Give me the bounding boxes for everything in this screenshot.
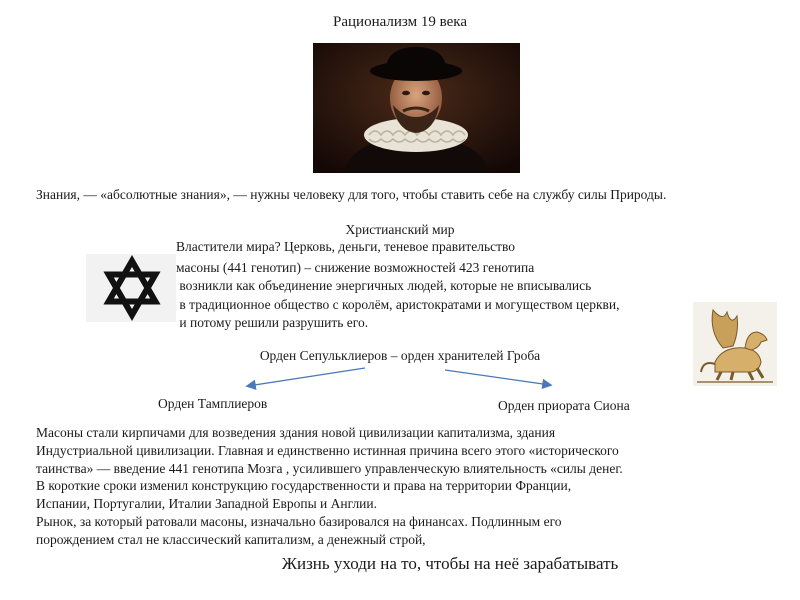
griffin-icon xyxy=(693,302,777,386)
star-of-david-icon xyxy=(86,254,176,322)
intro-paragraph: Знания, — «абсолютные знания», — нужны человеку для того, чтобы ставить себе на службу силы Природы. xyxy=(36,187,667,202)
body-line-2: Индустриальной цивилизации. Главная и единственно истинная причина всего этого «исторического xyxy=(36,442,619,458)
order-branch-arrows xyxy=(230,365,570,395)
page-title: Рационализм 19 века xyxy=(333,14,467,30)
christian-line-2: масоны (441 генотип) – снижение возможностей 423 генотипа xyxy=(176,260,535,275)
main-body-text xyxy=(36,424,796,549)
order-templars: Орден Тамплиеров xyxy=(158,396,268,411)
body-line-4: В короткие сроки изменил конструкцию государственности и права на территории Франции, xyxy=(36,478,572,494)
order-main-heading: Орден Сепульклиеров – орден хранителей Гроба xyxy=(259,348,541,363)
christian-world-heading: Христианский мир xyxy=(345,222,455,237)
order-priory-of-sion: Орден приората Сиона xyxy=(498,398,630,413)
final-statement: Жизнь уходи на то, чтобы на неё зарабатывать xyxy=(281,554,619,573)
christian-line-5: и потому решили разрушить его. xyxy=(176,315,369,330)
christian-line-1: Властители мира? Церковь, деньги, теневое правительство xyxy=(176,239,516,254)
body-line-5: Испании, Португалии, Италии Западной Европы и Англии. xyxy=(36,496,378,512)
body-line-1: Масоны стали кирпичами для возведения здания новой цивилизации капитализма, здания xyxy=(36,425,556,440)
christian-line-3: возникли как объединение энергичных людей, которые не вписывались xyxy=(176,278,592,293)
body-line-6: Рынок, за который ратовали масоны, изначально базировался на финансах. Подлинным его xyxy=(36,513,562,529)
portrait-image xyxy=(313,43,520,173)
christian-line-4: в традиционное общество с королём, аристократами и могуществом церкви, xyxy=(176,297,620,312)
body-line-7: порождением стал не классический капитализм, а денежный строй, xyxy=(36,531,426,547)
body-line-3: таинства» — введение 441 генотипа Мозга , усилившего управленческую влиятельность «силы денег. xyxy=(36,460,623,476)
